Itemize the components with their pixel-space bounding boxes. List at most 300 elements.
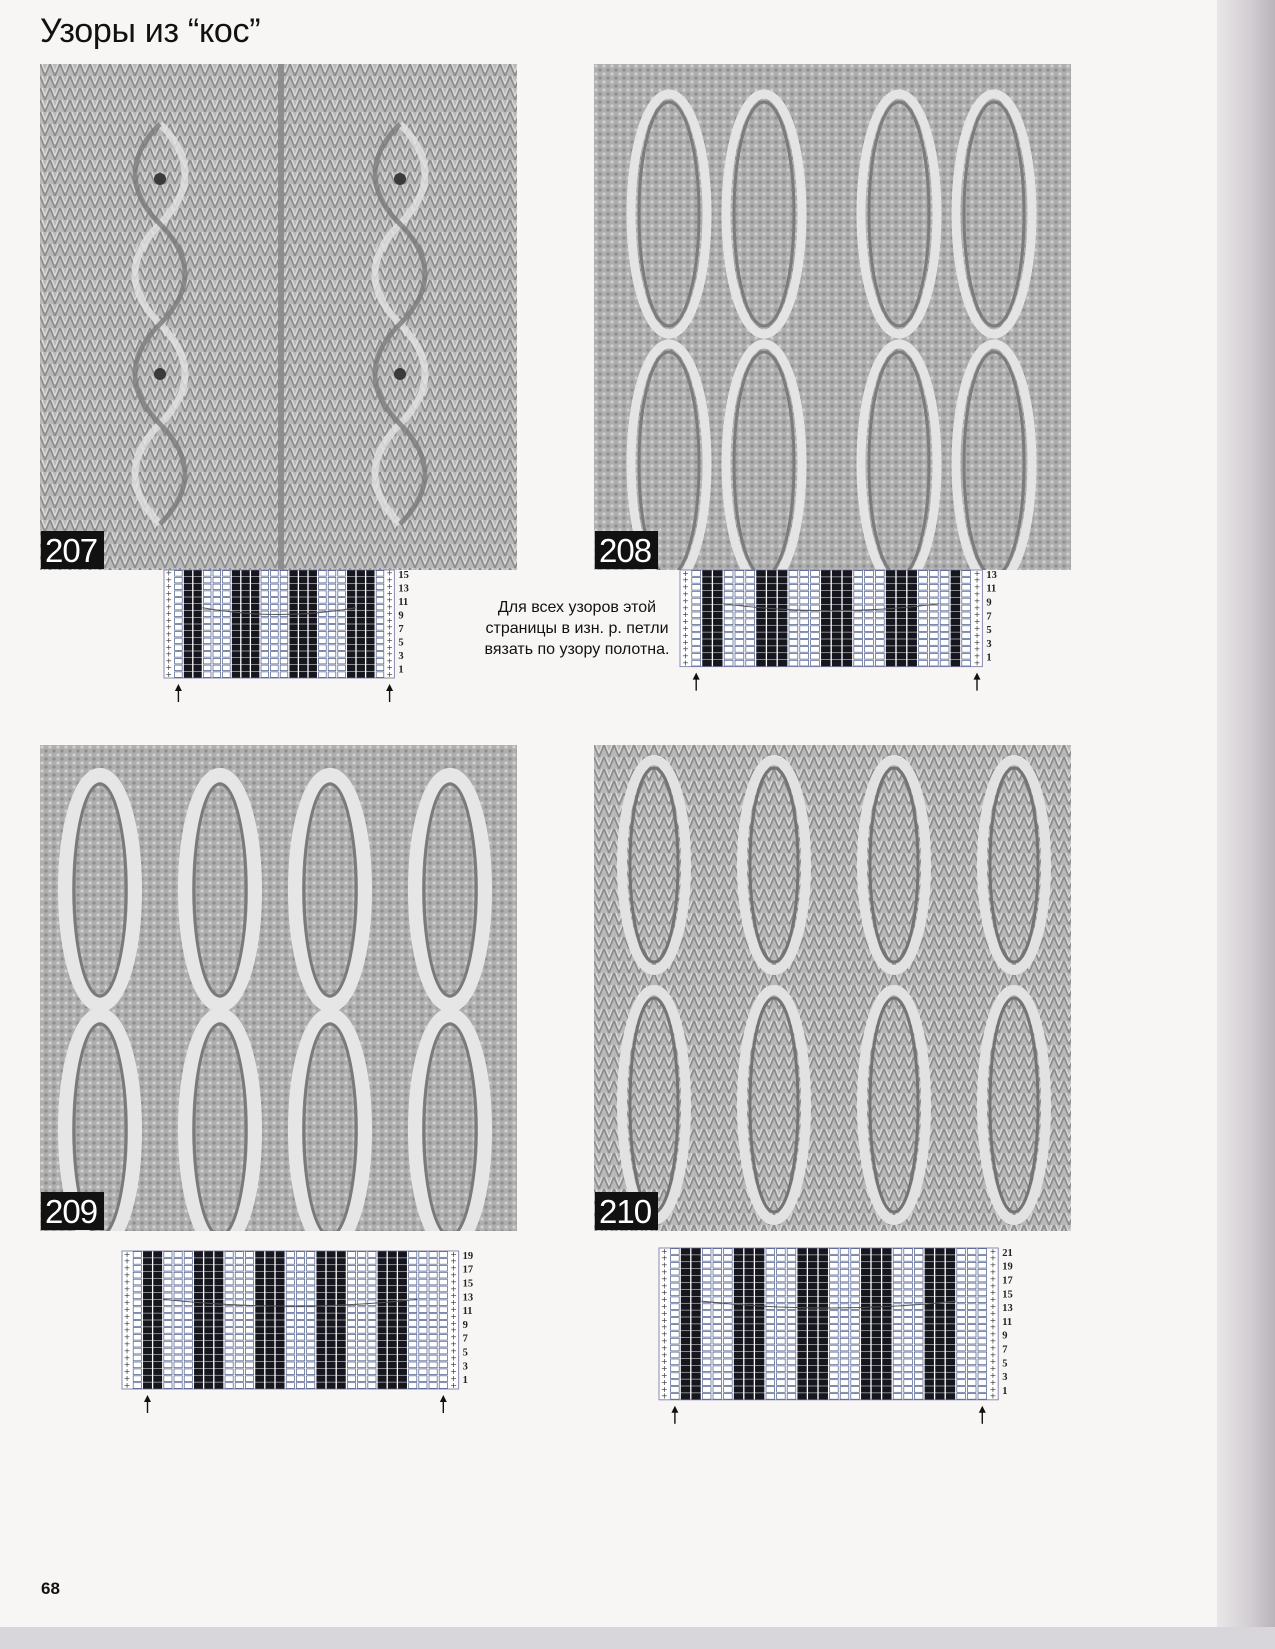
chart-purl-cell xyxy=(271,638,279,644)
chart-purl-cell xyxy=(296,1307,304,1313)
chart-purl-cell xyxy=(307,1252,315,1258)
chart-knit-cell xyxy=(205,1321,213,1327)
chart-purl-cell xyxy=(830,1352,839,1358)
chart-knit-cell xyxy=(299,652,307,658)
chart-purl-cell xyxy=(225,1259,233,1265)
chart-knit-cell xyxy=(367,672,375,678)
chart-knit-cell xyxy=(681,1325,690,1331)
chart-knit-cell xyxy=(299,584,307,590)
chart-purl-cell xyxy=(184,1314,192,1320)
chart-knit-cell xyxy=(194,604,202,610)
chart-purl-cell xyxy=(307,1265,315,1271)
chart-purl-cell xyxy=(904,1283,913,1289)
chart-knit-cell xyxy=(242,672,250,678)
chart-knit-cell xyxy=(232,625,240,631)
chart-purl-cell xyxy=(967,1262,976,1268)
chart-edge-stitch: + xyxy=(386,615,393,625)
chart-purl-cell xyxy=(724,653,733,659)
chart-purl-cell xyxy=(904,1373,913,1379)
chart-purl-cell xyxy=(789,647,798,653)
chart-purl-cell xyxy=(376,631,384,637)
chart-knit-cell xyxy=(808,1366,817,1372)
chart-purl-cell xyxy=(777,1311,786,1317)
chart-purl-cell xyxy=(904,1249,913,1255)
chart-edge-stitch: + xyxy=(989,1357,997,1367)
chart-purl-cell xyxy=(957,1249,966,1255)
chart-purl-cell xyxy=(184,1383,192,1389)
chart-knit-cell xyxy=(215,1265,223,1271)
chart-purl-cell xyxy=(280,571,288,577)
chart-knit-cell xyxy=(897,660,906,666)
chart-purl-cell xyxy=(439,1286,447,1292)
chart-edge-stitch: + xyxy=(989,1322,997,1332)
chart-knit-cell xyxy=(897,647,906,653)
chart-knit-cell xyxy=(266,1307,274,1313)
chart-knit-cell xyxy=(778,598,787,604)
chart-purl-cell xyxy=(368,1334,376,1340)
chart-knit-cell xyxy=(317,1252,325,1258)
chart-knit-cell xyxy=(808,1380,817,1386)
chart-knit-cell xyxy=(251,638,259,644)
chart-knit-cell xyxy=(242,645,250,651)
chart-purl-cell xyxy=(865,660,874,666)
chart-knit-cell xyxy=(205,1252,213,1258)
chart-knit-cell xyxy=(194,1252,202,1258)
chart-knit-cell xyxy=(872,1345,881,1351)
chart-purl-cell xyxy=(904,1359,913,1365)
chart-knit-cell xyxy=(713,591,722,597)
chart-purl-cell xyxy=(962,633,971,639)
chart-edge-stitch: + xyxy=(973,582,981,592)
chart-knit-cell xyxy=(767,571,776,577)
chart-knit-cell xyxy=(886,612,895,618)
chart-knit-cell xyxy=(692,1311,701,1317)
chart-purl-cell xyxy=(319,571,327,577)
chart-edge-stitch: + xyxy=(123,1284,131,1294)
chart-purl-cell xyxy=(261,604,269,610)
chart-knit-cell xyxy=(872,1394,881,1400)
chart-purl-cell xyxy=(713,1394,722,1400)
chart-purl-cell xyxy=(235,1355,243,1361)
chart-purl-cell xyxy=(671,1359,680,1365)
chart-208-grid xyxy=(676,566,1056,736)
chart-knit-cell xyxy=(819,1311,828,1317)
chart-edge-stitch: + xyxy=(386,588,393,598)
chart-knit-cell xyxy=(276,1252,284,1258)
chart-knit-cell xyxy=(194,1328,202,1334)
chart-purl-cell xyxy=(175,571,183,577)
chart-purl-cell xyxy=(929,591,938,597)
chart-knit-cell xyxy=(798,1269,807,1275)
chart-knit-cell xyxy=(251,672,259,678)
chart-purl-cell xyxy=(286,1307,294,1313)
chart-knit-cell xyxy=(745,1311,754,1317)
chart-knit-cell xyxy=(154,1383,162,1389)
chart-purl-cell xyxy=(967,1297,976,1303)
chart-knit-cell xyxy=(925,1249,934,1255)
chart-purl-cell xyxy=(724,1394,733,1400)
chart-knit-cell xyxy=(367,638,375,644)
chart-knit-cell xyxy=(194,1259,202,1265)
chart-purl-cell xyxy=(914,1290,923,1296)
chart-edge-stitch: + xyxy=(682,582,689,592)
chart-purl-cell xyxy=(777,1290,786,1296)
chart-purl-cell xyxy=(347,1369,355,1375)
chart-knit-cell xyxy=(215,1307,223,1313)
chart-purl-cell xyxy=(296,1293,304,1299)
chart-knit-cell xyxy=(290,658,298,664)
chart-purl-cell xyxy=(225,1307,233,1313)
chart-purl-cell xyxy=(865,619,874,625)
chart-purl-cell xyxy=(851,1276,860,1282)
chart-knit-cell xyxy=(327,1376,335,1382)
chart-knit-cell xyxy=(327,1362,335,1368)
chart-knit-cell xyxy=(388,1369,396,1375)
chart-purl-cell xyxy=(978,1325,987,1331)
chart-knit-cell xyxy=(681,1304,690,1310)
chart-edge-stitch: + xyxy=(989,1329,997,1339)
chart-purl-cell xyxy=(213,604,221,610)
chart-row-label: 1 xyxy=(986,652,992,664)
chart-purl-cell xyxy=(893,1338,902,1344)
chart-knit-cell xyxy=(951,605,960,611)
chart-purl-cell xyxy=(962,578,971,584)
chart-purl-cell xyxy=(851,1269,860,1275)
chart-knit-cell xyxy=(734,1269,743,1275)
chart-purl-cell xyxy=(225,1362,233,1368)
chart-purl-cell xyxy=(811,640,820,646)
chart-knit-cell xyxy=(832,619,841,625)
chart-knit-cell xyxy=(745,1283,754,1289)
chart-purl-cell xyxy=(225,1265,233,1271)
chart-knit-cell xyxy=(378,1369,386,1375)
chart-knit-cell xyxy=(925,1352,934,1358)
chart-row-label: 7 xyxy=(1002,1344,1008,1356)
chart-knit-cell xyxy=(242,658,250,664)
chart-purl-cell xyxy=(957,1373,966,1379)
chart-purl-cell xyxy=(271,631,279,637)
chart-purl-cell xyxy=(735,633,744,639)
chart-knit-cell xyxy=(317,1259,325,1265)
chart-purl-cell xyxy=(328,638,336,644)
chart-purl-cell xyxy=(766,1269,775,1275)
chart-knit-cell xyxy=(843,612,852,618)
chart-knit-cell xyxy=(798,1297,807,1303)
chart-purl-cell xyxy=(919,571,928,577)
chart-purl-cell xyxy=(347,1252,355,1258)
chart-knit-cell xyxy=(883,1394,892,1400)
chart-purl-cell xyxy=(235,1376,243,1382)
chart-knit-cell xyxy=(861,1352,870,1358)
swatch-209-texture xyxy=(40,745,517,1231)
chart-purl-cell xyxy=(409,1307,417,1313)
chart-knit-cell xyxy=(184,598,192,604)
chart-knit-cell xyxy=(757,584,766,590)
chart-purl-cell xyxy=(280,658,288,664)
chart-purl-cell xyxy=(713,1311,722,1317)
chart-purl-cell xyxy=(174,1321,182,1327)
chart-knit-cell xyxy=(925,1269,934,1275)
chart-knit-cell xyxy=(309,625,317,631)
chart-purl-cell xyxy=(967,1359,976,1365)
chart-purl-cell xyxy=(919,591,928,597)
chart-knit-cell xyxy=(309,618,317,624)
chart-purl-cell xyxy=(419,1348,427,1354)
chart-knit-cell xyxy=(883,1290,892,1296)
chart-purl-cell xyxy=(724,1373,733,1379)
chart-purl-cell xyxy=(225,1252,233,1258)
chart-purl-cell xyxy=(368,1307,376,1313)
chart-purl-cell xyxy=(419,1286,427,1292)
chart-knit-cell xyxy=(734,1387,743,1393)
chart-purl-cell xyxy=(724,660,733,666)
chart-knit-cell xyxy=(276,1286,284,1292)
chart-purl-cell xyxy=(875,626,884,632)
chart-purl-cell xyxy=(261,665,269,671)
chart-purl-cell xyxy=(245,1265,253,1271)
chart-knit-cell xyxy=(367,611,375,617)
chart-purl-cell xyxy=(957,1325,966,1331)
chart-knit-cell xyxy=(251,577,259,583)
chart-knit-cell xyxy=(757,619,766,625)
chart-row-label: 13 xyxy=(462,1292,474,1304)
chart-purl-cell xyxy=(811,647,820,653)
chart-purl-cell xyxy=(376,645,384,651)
chart-purl-cell xyxy=(789,584,798,590)
chart-purl-cell xyxy=(671,1345,680,1351)
chart-knit-cell xyxy=(767,598,776,604)
chart-knit-cell xyxy=(378,1286,386,1292)
page-title: Узоры из “кос” xyxy=(40,12,261,50)
chart-purl-cell xyxy=(840,1318,849,1324)
chart-knit-cell xyxy=(936,1249,945,1255)
chart-purl-cell xyxy=(789,660,798,666)
chart-knit-cell xyxy=(821,598,830,604)
chart-knit-cell xyxy=(819,1366,828,1372)
chart-207 xyxy=(160,566,450,746)
chart-purl-cell xyxy=(787,1283,796,1289)
chart-purl-cell xyxy=(957,1394,966,1400)
chart-knit-cell xyxy=(703,612,712,618)
chart-knit-cell xyxy=(681,1311,690,1317)
chart-knit-cell xyxy=(256,1300,264,1306)
chart-purl-cell xyxy=(811,605,820,611)
chart-purl-cell xyxy=(338,604,346,610)
chart-purl-cell xyxy=(875,584,884,590)
chart-purl-cell xyxy=(429,1314,437,1320)
chart-purl-cell xyxy=(789,578,798,584)
chart-edge-stitch: + xyxy=(660,1260,668,1270)
chart-purl-cell xyxy=(307,1300,315,1306)
chart-purl-cell xyxy=(261,618,269,624)
chart-knit-cell xyxy=(388,1362,396,1368)
chart-purl-cell xyxy=(811,660,820,666)
chart-purl-cell xyxy=(235,1348,243,1354)
chart-purl-cell xyxy=(746,626,755,632)
chart-knit-cell xyxy=(886,647,895,653)
chart-knit-cell xyxy=(299,631,307,637)
chart-knit-cell xyxy=(883,1387,892,1393)
chart-knit-cell xyxy=(184,631,192,637)
chart-purl-cell xyxy=(213,658,221,664)
chart-purl-cell xyxy=(164,1252,172,1258)
chart-edge-stitch: + xyxy=(123,1318,131,1328)
chart-knit-cell xyxy=(215,1321,223,1327)
chart-knit-cell xyxy=(681,1387,690,1393)
chart-purl-cell xyxy=(133,1383,141,1389)
chart-knit-cell xyxy=(925,1373,934,1379)
chart-knit-cell xyxy=(251,645,259,651)
chart-purl-cell xyxy=(429,1376,437,1382)
chart-knit-cell xyxy=(337,1265,345,1271)
chart-209-grid xyxy=(118,1247,548,1477)
chart-purl-cell xyxy=(164,1341,172,1347)
chart-knit-cell xyxy=(290,591,298,597)
chart-edge-stitch: + xyxy=(450,1249,457,1259)
chart-edge-stitch: + xyxy=(682,637,689,647)
chart-knit-cell xyxy=(215,1348,223,1354)
chart-knit-cell xyxy=(337,1362,345,1368)
chart-knit-cell xyxy=(290,652,298,658)
chart-knit-cell xyxy=(337,1272,345,1278)
chart-knit-cell xyxy=(925,1311,934,1317)
chart-knit-cell xyxy=(266,1376,274,1382)
chart-knit-cell xyxy=(317,1265,325,1271)
chart-purl-cell xyxy=(223,665,231,671)
chart-knit-cell xyxy=(367,591,375,597)
chart-knit-cell xyxy=(317,1314,325,1320)
chart-knit-cell xyxy=(205,1383,213,1389)
chart-knit-cell xyxy=(745,1394,754,1400)
chart-knit-cell xyxy=(819,1269,828,1275)
chart-knit-cell xyxy=(798,1387,807,1393)
chart-knit-cell xyxy=(745,1297,754,1303)
chart-purl-cell xyxy=(429,1383,437,1389)
chart-knit-cell xyxy=(946,1325,955,1331)
pattern-number-210: 210 xyxy=(595,1192,658,1230)
chart-knit-cell xyxy=(883,1325,892,1331)
chart-knit-cell xyxy=(337,1355,345,1361)
chart-purl-cell xyxy=(280,645,288,651)
chart-purl-cell xyxy=(245,1293,253,1299)
chart-knit-cell xyxy=(327,1369,335,1375)
chart-knit-cell xyxy=(883,1256,892,1262)
chart-purl-cell xyxy=(307,1376,315,1382)
chart-purl-cell xyxy=(286,1348,294,1354)
chart-purl-cell xyxy=(271,652,279,658)
chart-purl-cell xyxy=(929,653,938,659)
chart-knit-cell xyxy=(925,1366,934,1372)
chart-purl-cell xyxy=(671,1380,680,1386)
chart-knit-cell xyxy=(897,571,906,577)
chart-purl-cell xyxy=(746,612,755,618)
chart-knit-cell xyxy=(266,1259,274,1265)
chart-purl-cell xyxy=(854,653,863,659)
chart-purl-cell xyxy=(358,1362,366,1368)
chart-edge-stitch: + xyxy=(973,624,981,633)
chart-knit-cell xyxy=(908,591,917,597)
chart-purl-cell xyxy=(957,1331,966,1337)
chart-edge-stitch: + xyxy=(450,1380,457,1390)
chart-knit-cell xyxy=(256,1307,264,1313)
chart-knit-cell xyxy=(819,1387,828,1393)
chart-purl-cell xyxy=(840,1269,849,1275)
chart-knit-cell xyxy=(734,1394,743,1400)
chart-purl-cell xyxy=(840,1366,849,1372)
chart-purl-cell xyxy=(439,1265,447,1271)
chart-knit-cell xyxy=(266,1279,274,1285)
chart-purl-cell xyxy=(851,1394,860,1400)
chart-purl-cell xyxy=(865,653,874,659)
chart-knit-cell xyxy=(378,1252,386,1258)
chart-knit-cell xyxy=(872,1352,881,1358)
chart-knit-cell xyxy=(819,1373,828,1379)
chart-knit-cell xyxy=(327,1355,335,1361)
chart-knit-cell xyxy=(143,1279,151,1285)
chart-purl-cell xyxy=(929,640,938,646)
chart-knit-cell xyxy=(951,571,960,577)
chart-knit-cell xyxy=(872,1380,881,1386)
chart-purl-cell xyxy=(225,1341,233,1347)
chart-purl-cell xyxy=(409,1272,417,1278)
chart-row-label: 1 xyxy=(398,664,404,676)
chart-purl-cell xyxy=(358,1286,366,1292)
chart-purl-cell xyxy=(223,638,231,644)
chart-purl-cell xyxy=(296,1355,304,1361)
chart-purl-cell xyxy=(978,1283,987,1289)
chart-purl-cell xyxy=(133,1265,141,1271)
chart-knit-cell xyxy=(908,619,917,625)
chart-purl-cell xyxy=(347,1334,355,1340)
chart-knit-cell xyxy=(951,619,960,625)
chart-purl-cell xyxy=(962,660,971,666)
chart-purl-cell xyxy=(800,647,809,653)
chart-knit-cell xyxy=(154,1362,162,1368)
chart-knit-cell xyxy=(256,1265,264,1271)
chart-purl-cell xyxy=(213,638,221,644)
chart-knit-cell xyxy=(184,665,192,671)
chart-knit-cell xyxy=(692,1345,701,1351)
chart-knit-cell xyxy=(861,1338,870,1344)
chart-knit-cell xyxy=(936,1318,945,1324)
chart-knit-cell xyxy=(205,1286,213,1292)
chart-purl-cell xyxy=(929,598,938,604)
chart-purl-cell xyxy=(164,1348,172,1354)
chart-purl-cell xyxy=(789,633,798,639)
chart-purl-cell xyxy=(319,604,327,610)
chart-purl-cell xyxy=(671,1269,680,1275)
chart-purl-cell xyxy=(914,1380,923,1386)
chart-knit-cell xyxy=(256,1383,264,1389)
chart-knit-cell xyxy=(808,1249,817,1255)
chart-purl-cell xyxy=(978,1352,987,1358)
chart-purl-cell xyxy=(978,1338,987,1344)
chart-purl-cell xyxy=(223,571,231,577)
chart-purl-cell xyxy=(713,1276,722,1282)
chart-purl-cell xyxy=(358,1300,366,1306)
chart-knit-cell xyxy=(946,1276,955,1282)
chart-knit-cell xyxy=(936,1352,945,1358)
chart-purl-cell xyxy=(296,1321,304,1327)
chart-knit-cell xyxy=(309,571,317,577)
chart-purl-cell xyxy=(919,612,928,618)
chart-knit-cell xyxy=(681,1366,690,1372)
chart-knit-cell xyxy=(755,1290,764,1296)
chart-purl-cell xyxy=(800,653,809,659)
chart-knit-cell xyxy=(205,1341,213,1347)
chart-purl-cell xyxy=(203,665,211,671)
chart-purl-cell xyxy=(358,1355,366,1361)
